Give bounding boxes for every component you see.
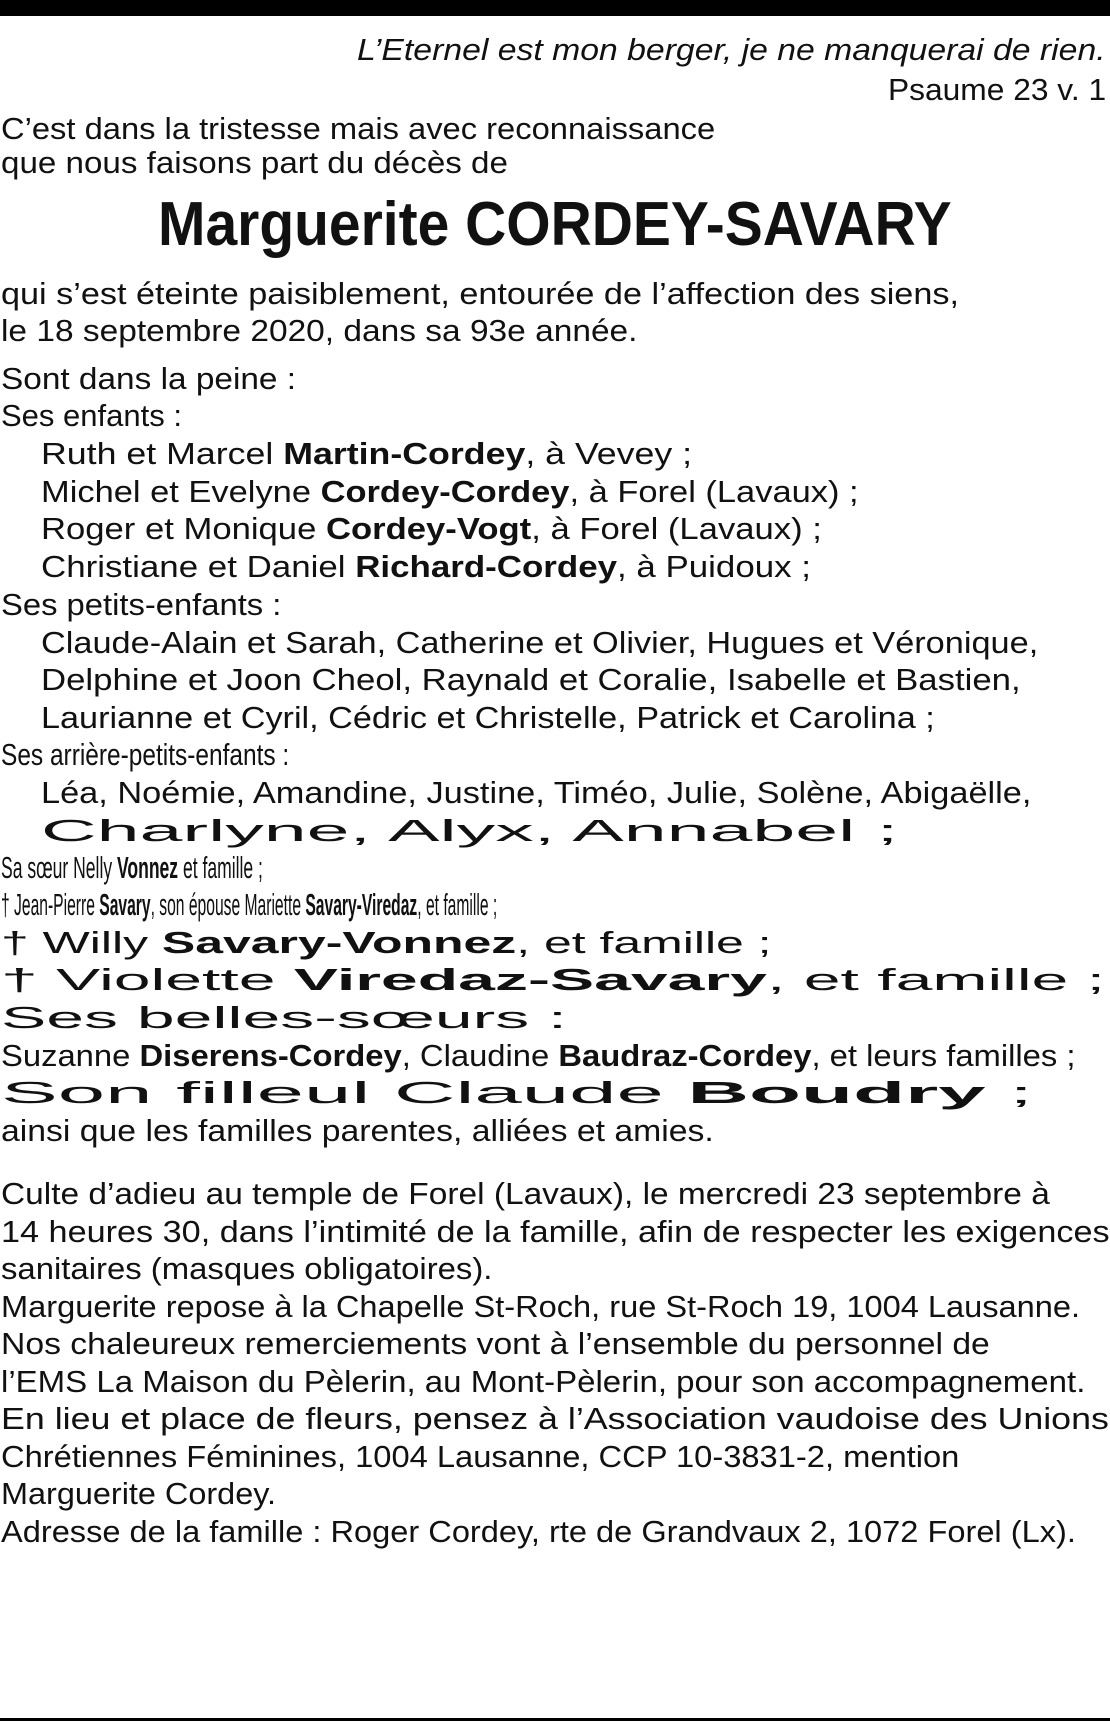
intro-line: que nous faisons part du décès de	[1, 145, 508, 180]
closing-line: Nos chaleureux remerciements vont à l’ensemble du personnel de	[1, 1326, 990, 1361]
family-text: ;	[985, 1075, 1033, 1110]
family-surname: Viredaz-Savary	[293, 962, 767, 997]
family-text: Ses belles-sœurs :	[1, 1000, 567, 1035]
family-text: Léa, Noémie, Amandine, Justine, Timéo, Julie, Solène, Abigaëlle,	[41, 775, 1032, 810]
family-text: Ruth et Marcel	[41, 436, 284, 471]
family-line	[41, 547, 811, 587]
family-text: Ses enfants :	[1, 398, 182, 433]
family-text: , et famille ;	[766, 962, 1106, 997]
family-text: , et famille ;	[516, 925, 772, 960]
family-text: Delphine et Joon Cheol, Raynald et Coralie, Isabelle et Bastien,	[41, 662, 1021, 697]
family-surname: Cordey-Cordey	[320, 474, 570, 509]
intro-line: C’est dans la tristesse mais avec reconnaissance	[1, 111, 716, 146]
family-text: † Willy	[1, 925, 162, 960]
death-line: qui s’est éteinte paisiblement, entourée de l’affection des siens,	[1, 276, 959, 311]
family-line	[1, 1036, 1076, 1076]
family-text: Michel et Evelyne	[41, 474, 321, 509]
family-text: Son filleul Claude	[1, 1075, 688, 1110]
family-line	[41, 472, 859, 512]
closing-line: Adresse de la famille : Roger Cordey, rte de Grandvaux 2, 1072 Forel (Lx).	[1, 1514, 1076, 1549]
family-text: † Jean-Pierre	[1, 887, 100, 922]
family-line	[1, 848, 263, 888]
family-line	[41, 623, 1038, 663]
family-line	[41, 660, 1021, 700]
family-surname: Boudry	[687, 1075, 986, 1110]
family-text: ainsi que les familles parentes, alliées et amies.	[1, 1113, 714, 1148]
family-surname: Diserens-Cordey	[139, 1038, 402, 1073]
family-text: , à Vevey ;	[525, 436, 693, 471]
family-text: , Claudine	[401, 1038, 559, 1073]
family-line	[41, 773, 1031, 813]
closing-line: Marguerite Cordey.	[1, 1476, 277, 1511]
family-text: Christiane et Daniel	[41, 549, 356, 584]
family-text: , et famille ;	[417, 887, 498, 922]
family-text: Charlyne, Alyx, Annabel ;	[41, 813, 899, 848]
family-line	[1, 396, 182, 436]
top-rule	[0, 0, 1110, 16]
epigraph-verse: L’Eternel est mon berger, je ne manquerai de rien.	[357, 32, 1106, 67]
family-surname: Baudraz-Cordey	[558, 1038, 812, 1073]
family-surname: Martin-Cordey	[283, 436, 526, 471]
family-text: Suzanne	[1, 1038, 140, 1073]
family-line	[41, 811, 898, 851]
family-line	[1, 1073, 1033, 1113]
family-surname: Cordey-Vogt	[325, 511, 532, 546]
family-line	[41, 434, 692, 474]
family-line	[1, 735, 289, 775]
family-line	[41, 509, 822, 549]
family-line	[1, 960, 1105, 1000]
family-text: , et leurs familles ;	[811, 1038, 1076, 1073]
family-text: , à Forel (Lavaux) ;	[531, 511, 822, 546]
closing-line: Culte d’adieu au temple de Forel (Lavaux), le mercredi 23 septembre à	[1, 1176, 1050, 1211]
family-surname: Vonnez	[117, 850, 179, 885]
family-line	[1, 923, 772, 963]
bottom-rule	[0, 1718, 1110, 1721]
epigraph-reference: Psaume 23 v. 1	[887, 72, 1106, 107]
deceased-name: Marguerite CORDEY-SAVARY	[158, 190, 952, 259]
family-text: , son épouse Mariette	[150, 887, 306, 922]
death-line: le 18 septembre 2020, dans sa 93e année.	[1, 313, 638, 348]
family-text: Laurianne et Cyril, Cédric et Christelle, Patrick et Carolina ;	[41, 700, 935, 735]
closing-line: Marguerite repose à la Chapelle St-Roch, rue St-Roch 19, 1004 Lausanne.	[1, 1289, 1081, 1324]
family-text: , à Puidoux ;	[617, 549, 812, 584]
family-line	[1, 359, 296, 399]
family-line	[1, 998, 567, 1038]
closing-line: En lieu et place de fleurs, pensez à l’Association vaudoise des Unions	[1, 1401, 1109, 1436]
family-text: Ses arrière-petits-enfants :	[1, 737, 290, 772]
family-text: Ses petits-enfants :	[1, 587, 282, 622]
family-surname: Savary-Vonnez	[161, 925, 517, 960]
family-surname: Savary-Viredaz	[305, 887, 418, 922]
family-text: † Violette	[1, 962, 294, 997]
family-line	[1, 1111, 714, 1151]
closing-line: sanitaires (masques obligatoires).	[1, 1251, 493, 1286]
family-text: , à Forel (Lavaux) ;	[569, 474, 859, 509]
family-surname: Savary	[99, 887, 151, 922]
family-line	[1, 585, 281, 625]
family-surname: Richard-Cordey	[355, 549, 618, 584]
closing-line: l’EMS La Maison du Pèlerin, au Mont-Pèlerin, pour son accompagnement.	[1, 1364, 1086, 1399]
closing-line: 14 heures 30, dans l’intimité de la famille, afin de respecter les exigences	[1, 1214, 1110, 1249]
family-text: Sa sœur Nelly	[1, 850, 118, 885]
family-text: Roger et Monique	[41, 511, 326, 546]
family-text: Sont dans la peine :	[1, 361, 297, 396]
family-line	[41, 698, 935, 738]
family-line	[1, 885, 497, 925]
family-text: et famille ;	[178, 850, 263, 885]
closing-line: Chrétiennes Féminines, 1004 Lausanne, CCP 10-3831-2, mention	[1, 1439, 960, 1474]
family-text: Claude-Alain et Sarah, Catherine et Olivier, Hugues et Véronique,	[41, 625, 1039, 660]
